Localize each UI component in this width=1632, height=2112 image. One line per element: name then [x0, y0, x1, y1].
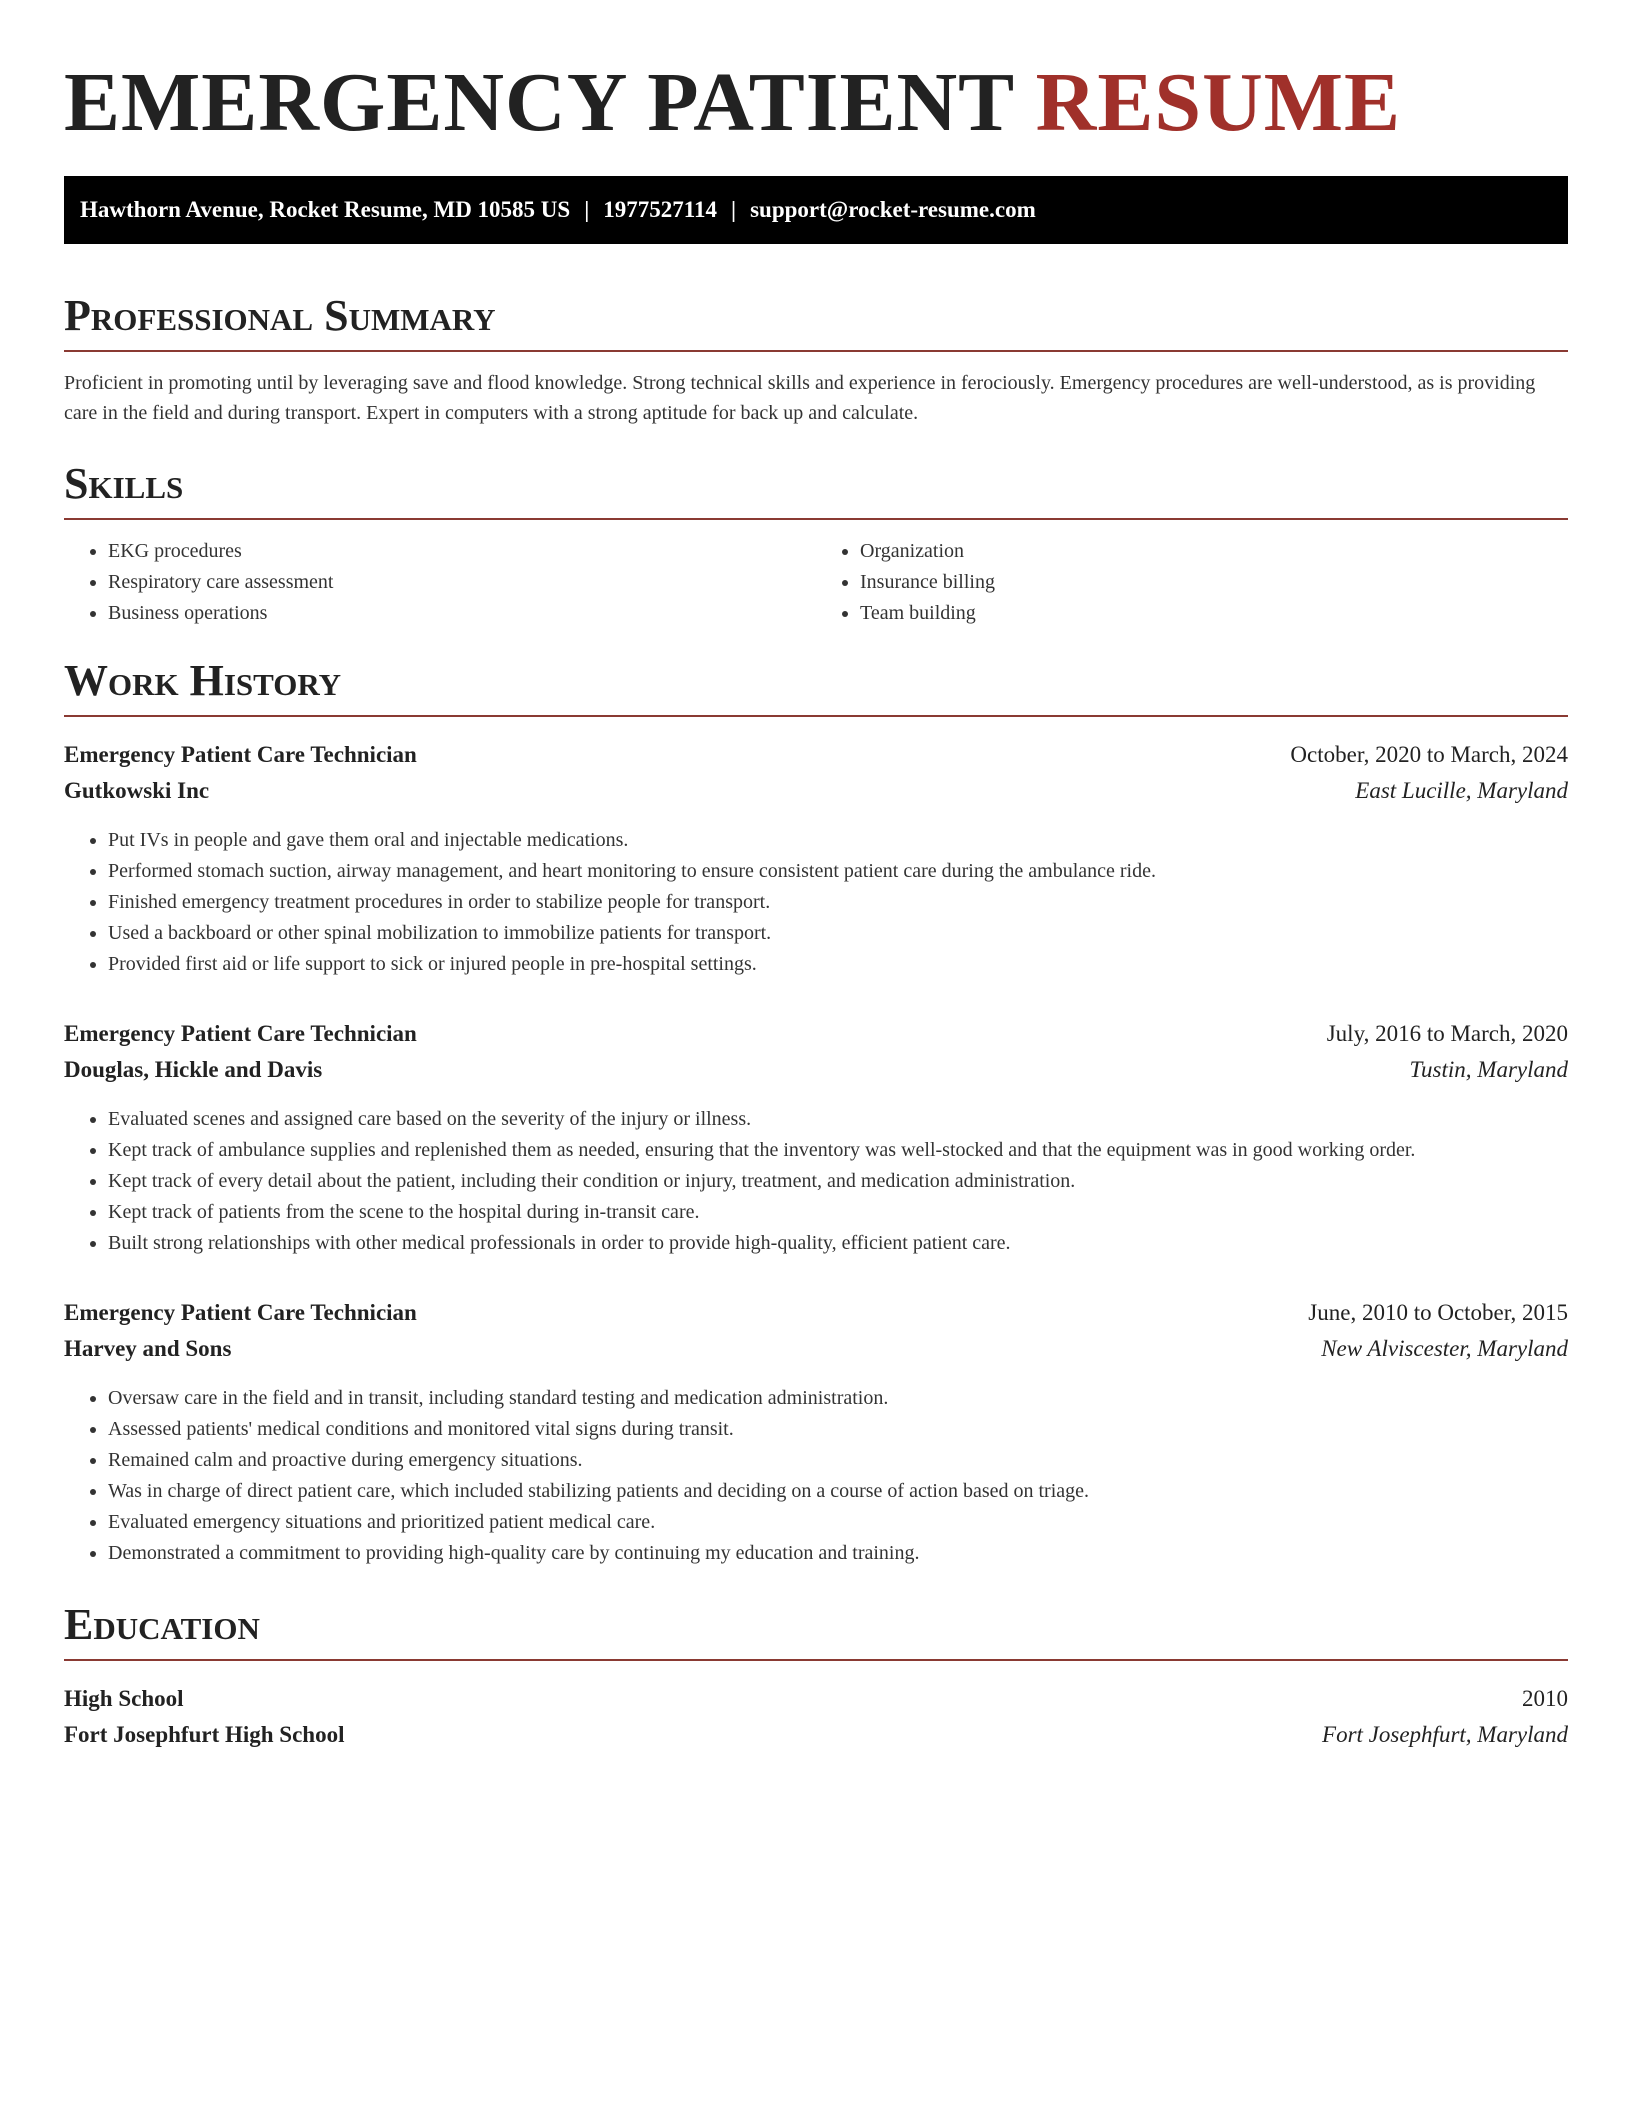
contact-bar	[64, 176, 1568, 244]
skills-column-right	[816, 536, 1568, 629]
job-location: East Lucille, Maryland	[1355, 778, 1568, 803]
job-bullet: • Evaluated emergency situations and prioritized patient medical care.	[108, 1507, 1568, 1538]
skill-item: • Organization	[860, 536, 1568, 567]
education-year: 2010	[1522, 1686, 1568, 1711]
work-section	[64, 655, 1568, 1569]
job-company-row	[64, 1052, 1568, 1088]
education-degree: High School	[64, 1686, 184, 1711]
job-bullets	[64, 1383, 1568, 1569]
job-bullet: • Provided first aid or life support to sick or injured people in pre-hospital settings.	[108, 949, 1568, 980]
job-bullet: • Kept track of patients from the scene to the hospital during in-transit care.	[108, 1197, 1568, 1228]
title-main: EMERGENCY PATIENT	[64, 56, 1014, 149]
education-heading: Education	[64, 1599, 1568, 1661]
job-dates: July, 2016 to March, 2020	[1326, 1021, 1568, 1046]
skill-item: • Insurance billing	[860, 567, 1568, 598]
job-bullet: • Remained calm and proactive during emergency situations.	[108, 1445, 1568, 1476]
job-title-row	[64, 737, 1568, 773]
job-company: Gutkowski Inc	[64, 778, 210, 803]
resume-title	[64, 58, 1568, 148]
job-title: Emergency Patient Care Technician	[64, 742, 417, 767]
skill-item: • Business operations	[108, 598, 816, 629]
job-bullet: • Evaluated scenes and assigned care based on the severity of the injury or illness.	[108, 1104, 1568, 1135]
contact-separator: |	[731, 197, 737, 222]
job-location: New Alviscester, Maryland	[1321, 1336, 1568, 1361]
job-bullet: • Demonstrated a commitment to providing high-quality care by continuing my education and training.	[108, 1538, 1568, 1569]
title-accent: RESUME	[1035, 56, 1402, 149]
job-title: Emergency Patient Care Technician	[64, 1300, 417, 1325]
job-company-row	[64, 1331, 1568, 1367]
skills-list	[64, 536, 1568, 629]
job-bullets	[64, 1104, 1568, 1259]
summary-section	[64, 290, 1568, 428]
job-dates: October, 2020 to March, 2024	[1290, 742, 1568, 767]
education-entry	[64, 1681, 1568, 1753]
education-degree-row	[64, 1681, 1568, 1717]
work-heading: Work History	[64, 655, 1568, 717]
job-location: Tustin, Maryland	[1409, 1057, 1568, 1082]
contact-address: Hawthorn Avenue, Rocket Resume, MD 10585 US	[80, 197, 571, 222]
skills-column-left	[64, 536, 816, 629]
job-company: Harvey and Sons	[64, 1336, 232, 1361]
job-bullet: • Used a backboard or other spinal mobilization to immobilize patients for transport.	[108, 918, 1568, 949]
contact-phone: 1977527114	[603, 197, 718, 222]
job-bullet: • Built strong relationships with other medical professionals in order to provide high-quality, efficient patient care.	[108, 1228, 1568, 1259]
job-entry	[64, 1295, 1568, 1569]
job-bullet: • Put IVs in people and gave them oral and injectable medications.	[108, 825, 1568, 856]
summary-heading: Professional Summary	[64, 290, 1568, 352]
summary-text: Proficient in promoting until by leveraging save and flood knowledge. Strong technical skills and experience in ferociously. Emergency procedures are well-understood, as is providing care in the field and during transport. Expert in computers with a strong aptitude for back up and calculate.	[64, 372, 1536, 424]
skill-item: • EKG procedures	[108, 536, 816, 567]
education-school-row	[64, 1717, 1568, 1753]
job-entry	[64, 1016, 1568, 1259]
job-bullet: • Finished emergency treatment procedures in order to stabilize people for transport.	[108, 887, 1568, 918]
job-company-row	[64, 773, 1568, 809]
job-bullet: • Oversaw care in the field and in transit, including standard testing and medication administration.	[108, 1383, 1568, 1414]
job-entry	[64, 737, 1568, 980]
job-bullet: • Kept track of ambulance supplies and replenished them as needed, ensuring that the inventory was well-stocked and that the equipment was in good working order.	[108, 1135, 1568, 1166]
contact-separator: |	[584, 197, 590, 222]
job-bullet: • Assessed patients' medical conditions and monitored vital signs during transit.	[108, 1414, 1568, 1445]
education-section	[64, 1599, 1568, 1753]
skill-item: • Respiratory care assessment	[108, 567, 816, 598]
education-school: Fort Josephfurt High School	[64, 1722, 345, 1747]
skills-section	[64, 458, 1568, 629]
job-title-row	[64, 1295, 1568, 1331]
job-company: Douglas, Hickle and Davis	[64, 1057, 323, 1082]
job-bullet: • Was in charge of direct patient care, which included stabilizing patients and deciding on a course of action based on triage.	[108, 1476, 1568, 1507]
skill-item: • Team building	[860, 598, 1568, 629]
education-location: Fort Josephfurt, Maryland	[1322, 1722, 1568, 1747]
job-bullet: • Performed stomach suction, airway management, and heart monitoring to ensure consistent patient care during the ambulance ride.	[108, 856, 1568, 887]
skills-heading: Skills	[64, 458, 1568, 520]
contact-email: support@rocket-resume.com	[750, 197, 1036, 222]
job-title-row	[64, 1016, 1568, 1052]
job-dates: June, 2010 to October, 2015	[1308, 1300, 1568, 1325]
job-bullet: • Kept track of every detail about the patient, including their condition or injury, treatment, and medication administration.	[108, 1166, 1568, 1197]
job-title: Emergency Patient Care Technician	[64, 1021, 417, 1046]
job-bullets	[64, 825, 1568, 980]
